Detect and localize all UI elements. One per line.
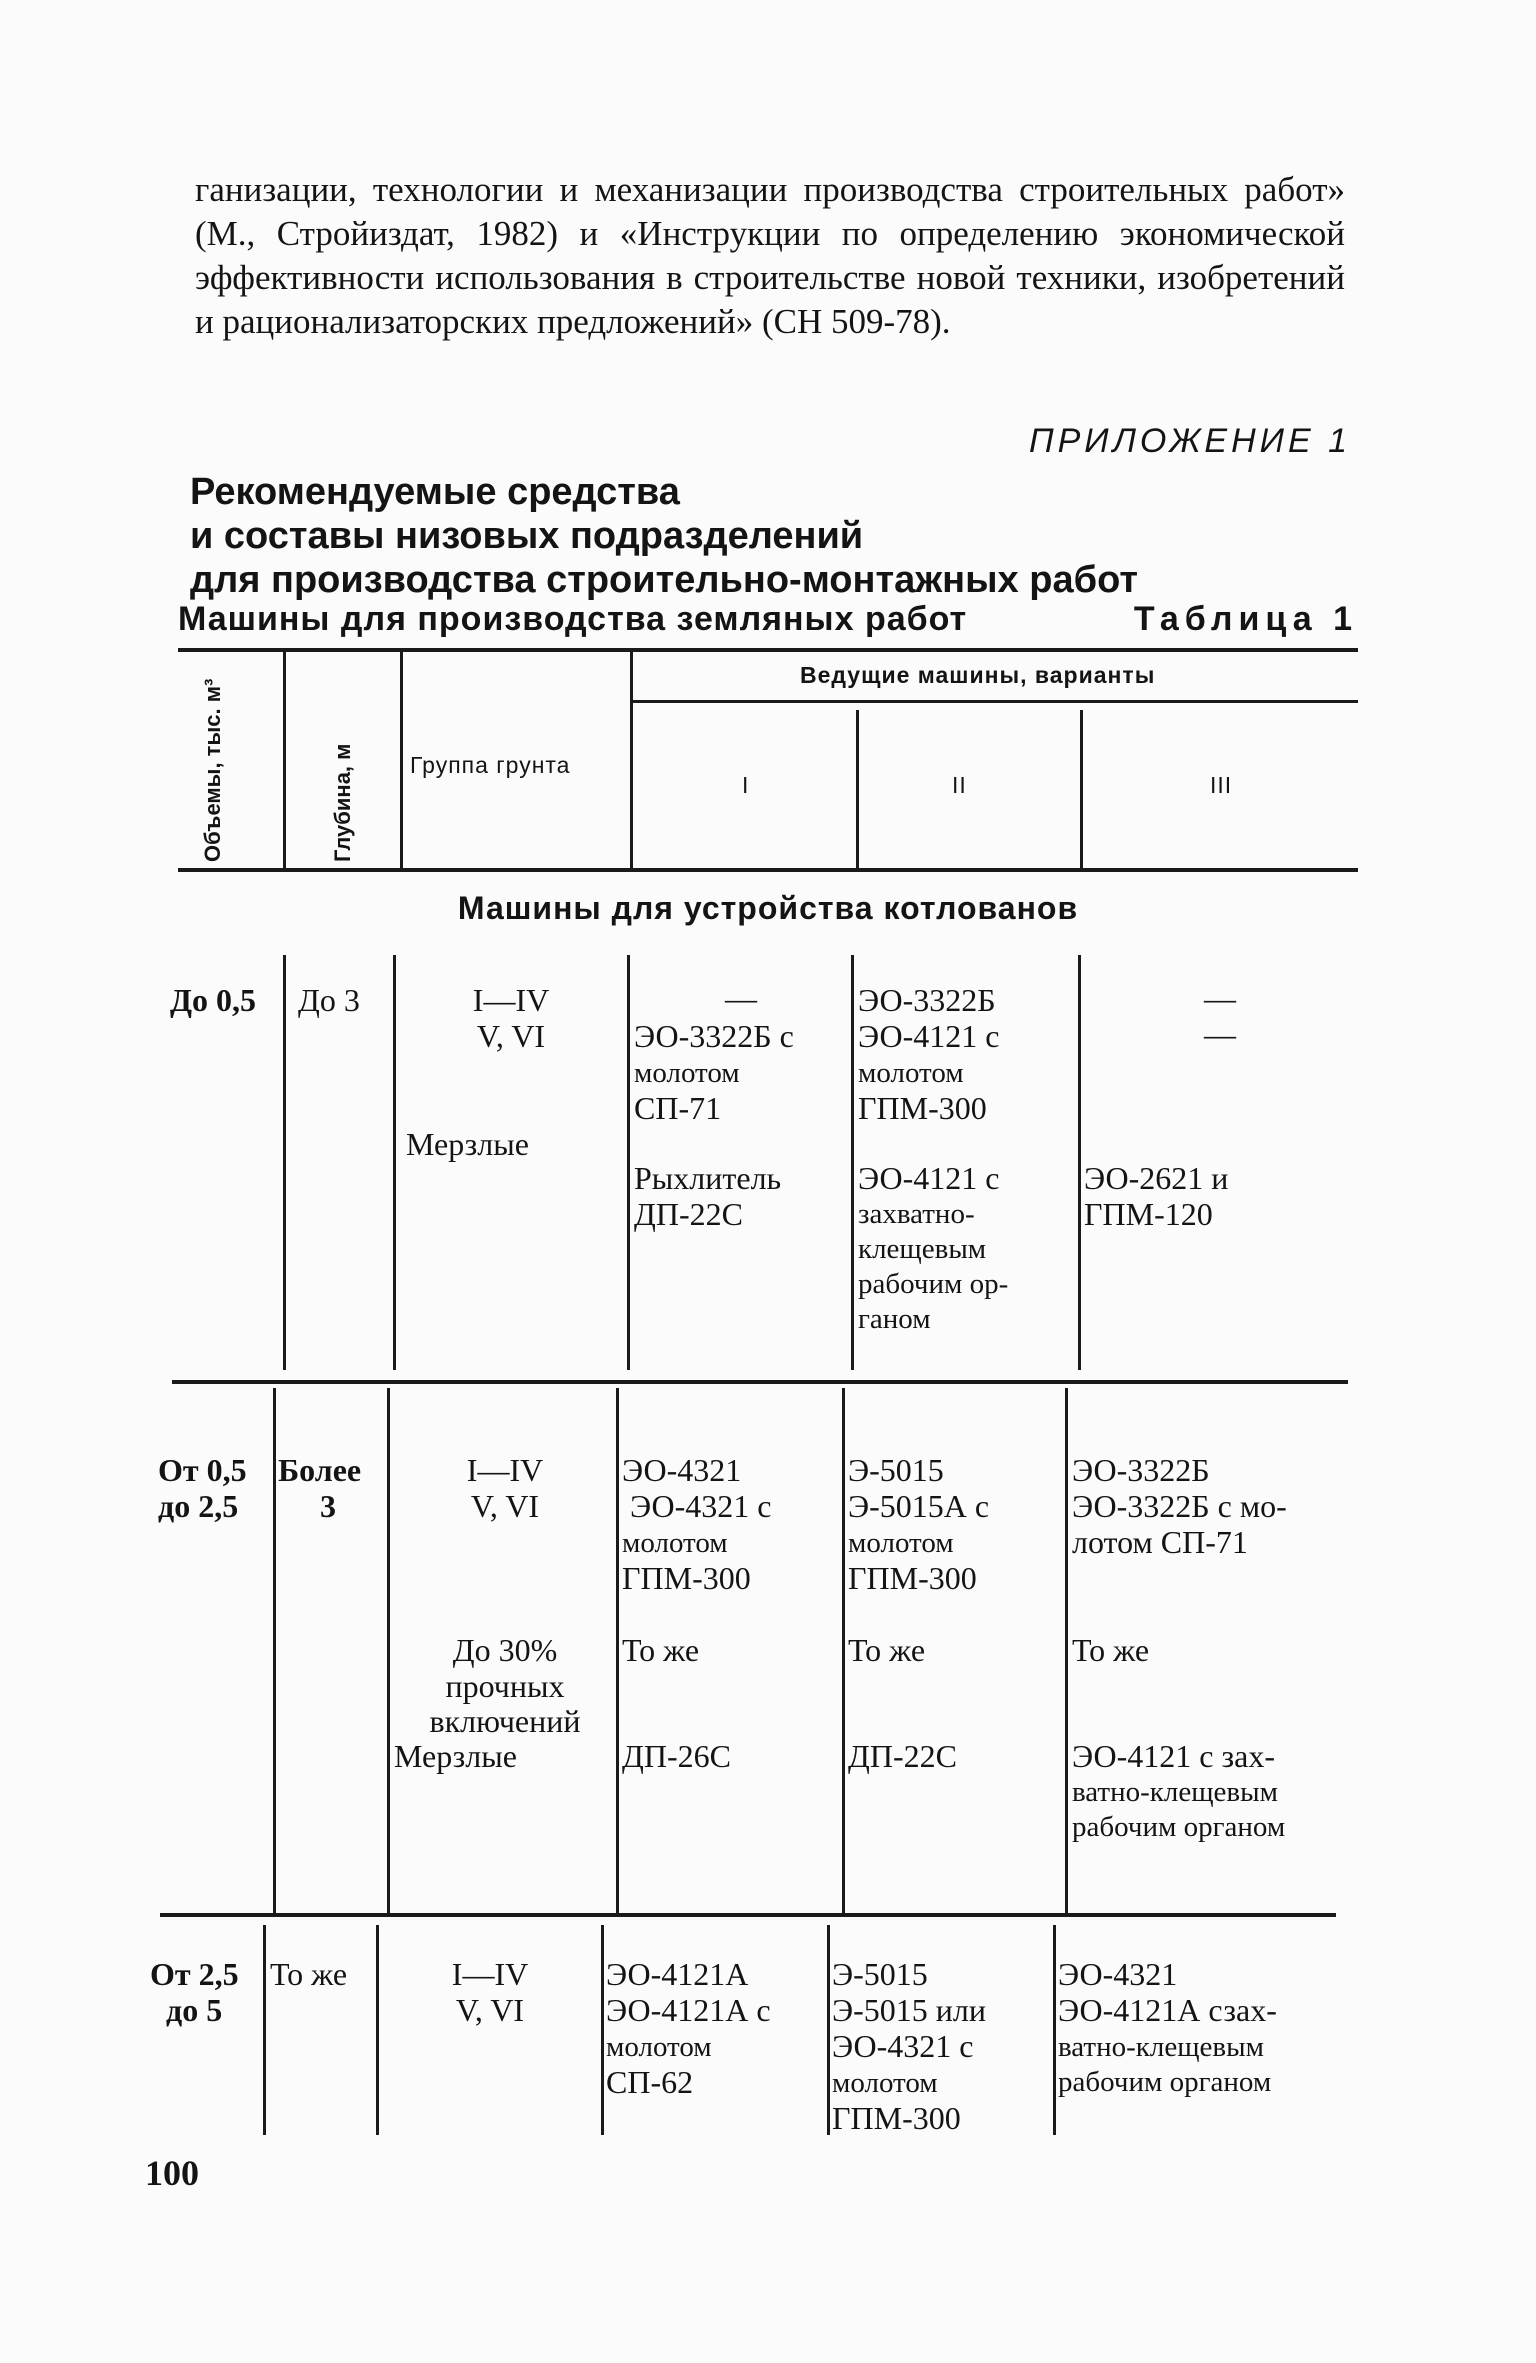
row3-soil-g1: I—IV (451, 1956, 529, 1992)
row2-soil-g1: I—IV (466, 1452, 544, 1488)
page-number: 100 (145, 2153, 199, 2193)
row3-v3-b3: рабочим органом (1058, 2066, 1272, 2098)
row1-v2-c5: ганом (858, 1303, 931, 1335)
variant-2-header: II (952, 772, 967, 798)
row2-v3-d3: рабочим органом (1072, 1811, 1286, 1843)
row1-v2-b3: ГПМ-300 (858, 1090, 987, 1126)
row1-v3-a: — (1204, 980, 1236, 1016)
row2-depth-l2: 3 (320, 1488, 336, 1524)
header-divider (1080, 710, 1083, 868)
row-divider (376, 1925, 379, 2135)
row1-v3-c2: ГПМ-120 (1084, 1196, 1213, 1232)
heading-line-1: Рекомендуемые средства (190, 471, 680, 513)
soil-group-header: Группа грунта (410, 752, 571, 778)
table-title: Машины для производства земляных работ (178, 600, 968, 638)
row2-v1-a: ЭО-4321 (622, 1452, 742, 1488)
appendix-label: ПРИЛОЖЕНИЕ 1 (1028, 422, 1351, 460)
row1-v1-b2: молотом (634, 1057, 740, 1089)
row1-soil-g2: V, VI (476, 1018, 546, 1054)
row1-v3-b: — (1204, 1016, 1236, 1052)
heading-line-3: для производства строительно-монтажных работ (190, 559, 1138, 601)
header-bottom-rule (178, 868, 1358, 872)
row2-bottom-rule (160, 1913, 1336, 1917)
row3-v2-b1: Э-5015 или (832, 1992, 986, 2028)
row2-v3-d2: ватно-клещевым (1072, 1776, 1278, 1808)
row3-v2-a: Э-5015 (832, 1956, 928, 1992)
row1-v1-c1: Рыхлитель (634, 1160, 782, 1196)
row2-v2-a: Э-5015 (848, 1452, 944, 1488)
heading-line-2: и составы низовых подразделений (190, 515, 864, 557)
row2-soil-g2: V, VI (470, 1488, 540, 1524)
row2-v3-d1: ЭО-4121 с зах- (1072, 1738, 1275, 1774)
row-divider (851, 955, 854, 1370)
row1-v1-a: — (725, 980, 757, 1016)
depth-header: Глубина, м (330, 743, 355, 862)
row2-v2-b3: ГПМ-300 (848, 1560, 977, 1596)
row-divider (1065, 1388, 1068, 1915)
row1-v2-b2: молотом (858, 1057, 964, 1089)
row1-v2-c1: ЭО-4121 с (858, 1160, 1000, 1196)
row3-v2-b4: ГПМ-300 (832, 2100, 961, 2136)
row-divider (387, 1388, 390, 1915)
row-divider (827, 1925, 830, 2135)
row-divider (393, 955, 396, 1370)
row1-v1-b1: ЭО-3322Б с (634, 1018, 794, 1054)
row2-v3-b2: лотом СП-71 (1072, 1524, 1248, 1560)
row-divider (627, 955, 630, 1370)
row2-soil-g4: Мерзлые (394, 1738, 517, 1774)
row1-v2-b1: ЭО-4121 с (858, 1018, 1000, 1054)
row2-v1-b2: молотом (622, 1527, 728, 1559)
row3-volume-l2: до 5 (166, 1992, 223, 2028)
row3-v3-a: ЭО-4321 (1058, 1956, 1178, 1992)
row2-v1-d: ДП-26С (622, 1738, 731, 1774)
row1-v1-c2: ДП-22С (634, 1196, 743, 1232)
row2-v1-b1: ЭО-4321 с (630, 1488, 772, 1524)
row2-v2-b2: молотом (848, 1527, 954, 1559)
row2-soil-g3b: прочных (445, 1668, 565, 1704)
row1-v2-c3: клещевым (858, 1233, 987, 1265)
variant-1-header: I (742, 772, 750, 798)
row2-v1-c: То же (622, 1632, 700, 1668)
row3-v2-b3: молотом (832, 2067, 938, 2099)
table-number: Таблица 1 (1133, 600, 1358, 638)
header-divider (856, 710, 859, 868)
header-divider (630, 652, 633, 868)
row3-v2-b2: ЭО-4321 с (832, 2028, 974, 2064)
row-divider (601, 1925, 604, 2135)
row1-soil-g3: Мерзлые (406, 1126, 529, 1162)
header-divider (400, 652, 403, 868)
row2-soil-g3c: включений (429, 1703, 581, 1739)
row3-volume-l1: От 2,5 (150, 1956, 239, 1992)
variant-3-header: III (1210, 772, 1233, 798)
row-divider (283, 955, 286, 1370)
row3-v1-b1: ЭО-4121А с (606, 1992, 771, 2028)
row1-v2-a: ЭО-3322Б (858, 982, 996, 1018)
row1-bottom-rule (172, 1380, 1348, 1384)
row-divider (273, 1388, 276, 1915)
row1-volume: До 0,5 (170, 982, 257, 1018)
section-heading (190, 470, 1340, 602)
row-divider (842, 1388, 845, 1915)
row2-v2-c: То же (848, 1632, 926, 1668)
row3-v1-b2: молотом (606, 2031, 712, 2063)
row2-soil-g3a: До 30% (452, 1632, 558, 1668)
row1-depth: До 3 (298, 982, 360, 1018)
row3-v3-b2: ватно-клещевым (1058, 2031, 1264, 2063)
row2-depth-l1: Более (278, 1452, 362, 1488)
header-divider (283, 652, 286, 868)
row-divider (616, 1388, 619, 1915)
row2-v3-c: То же (1072, 1632, 1150, 1668)
section-title: Машины для устройства котлованов (457, 890, 1079, 926)
row-divider (263, 1925, 266, 2135)
row2-v2-d: ДП-22С (848, 1738, 957, 1774)
table-top-rule (178, 648, 1358, 652)
row3-v1-b3: СП-62 (606, 2064, 694, 2100)
leading-machines-header: Ведущие машины, варианты (800, 662, 1156, 688)
row2-volume-l2: до 2,5 (158, 1488, 239, 1524)
row-divider (1053, 1925, 1056, 2135)
row3-depth: То же (270, 1956, 348, 1992)
row3-soil-g2: V, VI (455, 1992, 525, 2028)
row1-v2-c4: рабочим ор- (858, 1268, 1009, 1300)
table-caption (178, 600, 1358, 639)
row3-v1-a: ЭО-4121А (606, 1956, 749, 1992)
row2-v2-b1: Э-5015А с (848, 1488, 990, 1524)
row1-v2-c2: захватно- (858, 1198, 975, 1230)
row2-v3-a: ЭО-3322Б (1072, 1452, 1210, 1488)
row2-volume-l1: От 0,5 (158, 1452, 247, 1488)
row-divider (1078, 955, 1081, 1370)
intro-paragraph: ганизации, технологии и механизации производства строительных работ» (М., Стройиздат, 1982) и «Инструкции по определению экономической эффективности использования в строительстве новой техники, изобретений и рационализаторских предложений» (СН 509-78). (195, 170, 1345, 341)
variants-rule (632, 700, 1358, 703)
row1-v3-c1: ЭО-2621 и (1084, 1160, 1229, 1196)
row2-v3-b1: ЭО-3322Б с мо- (1072, 1488, 1287, 1524)
row3-v3-b1: ЭО-4121А сзах- (1058, 1992, 1277, 2028)
row2-v1-b3: ГПМ-300 (622, 1560, 751, 1596)
row1-soil-g1: I—IV (472, 982, 550, 1018)
volume-header: Объемы, тыс. м³ (200, 678, 225, 862)
row1-v1-b3: СП-71 (634, 1090, 722, 1126)
